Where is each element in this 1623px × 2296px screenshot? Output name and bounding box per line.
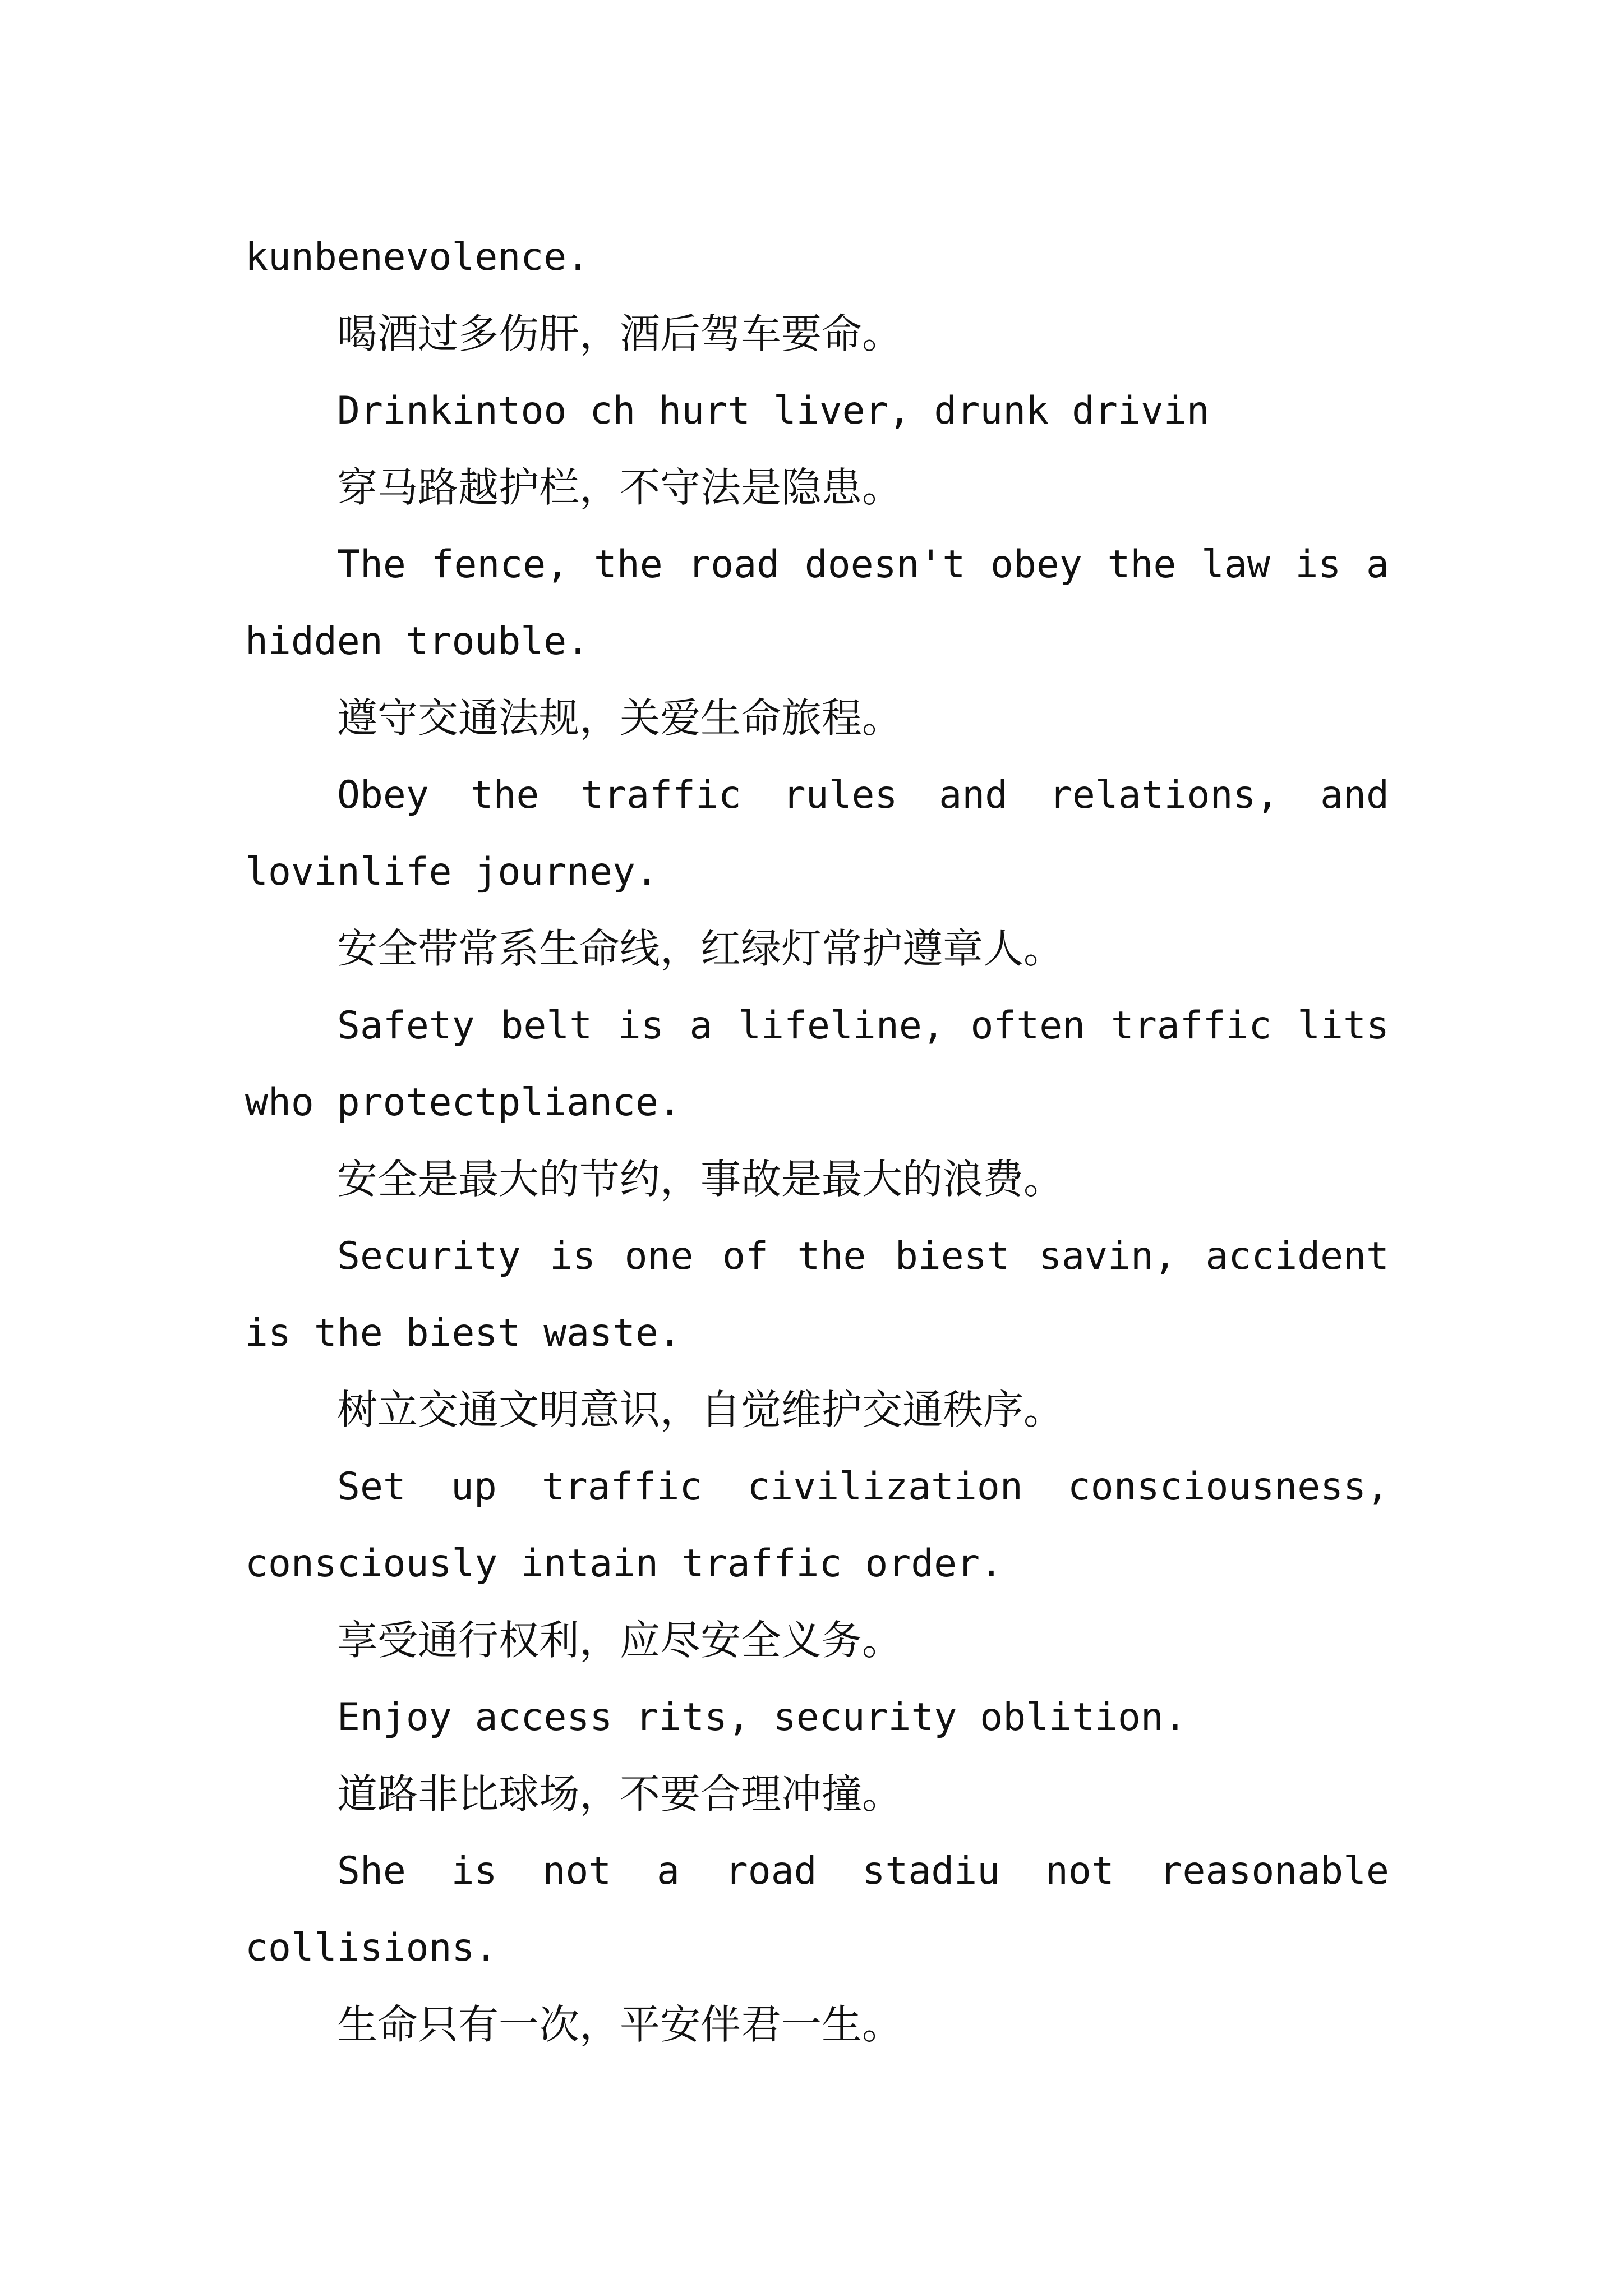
text-line-zh: 遵守交通法规，关爱生命旅程。 xyxy=(337,694,903,742)
text-line-zh: 安全带常系生命线，红绿灯常护遵章人。 xyxy=(337,925,1064,972)
text-paragraph-en: Set up traffic civilization consciousness, consciously intain traffic order. xyxy=(245,1465,1389,1586)
text-line-zh: 道路非比球场，不要合理冲撞。 xyxy=(337,1770,903,1818)
text-line-zh: 树立交通文明意识，自觉维护交通秩序。 xyxy=(337,1386,1064,1433)
text-line-en: Drinkintoo ch hurt liver, drunk drivin xyxy=(337,389,1210,433)
text-line-zh: 享受通行权利，应尽安全义务。 xyxy=(337,1617,903,1664)
document-body xyxy=(245,219,1389,2063)
text-paragraph-en: The fence, the road doesn't obey the law is a hidden trouble. xyxy=(245,542,1389,664)
text-paragraph-en: She is not a road stadiu not reasonable collisions. xyxy=(245,1849,1389,1970)
text-line-en: Enjoy access rits, security oblition. xyxy=(337,1695,1187,1740)
text-line-zh: 穿马路越护栏，不守法是隐患。 xyxy=(337,464,903,511)
text-paragraph-en: Obey the traffic rules and relations, and lovinlife journey. xyxy=(245,773,1389,894)
text-line-zh: 安全是最大的节约，事故是最大的浪费。 xyxy=(337,1156,1064,1203)
text-line-zh: 喝酒过多伤肝，酒后驾车要命。 xyxy=(337,310,903,357)
text-paragraph-en: Security is one of the biest savin, accident is the biest waste. xyxy=(245,1234,1389,1355)
text-line-en: kunbenevolence. xyxy=(245,235,590,279)
text-line-zh: 生命只有一次，平安伴君一生。 xyxy=(337,2001,903,2048)
text-paragraph-en: Safety belt is a lifeline, often traffic lits who protectpliance. xyxy=(245,1004,1389,1125)
